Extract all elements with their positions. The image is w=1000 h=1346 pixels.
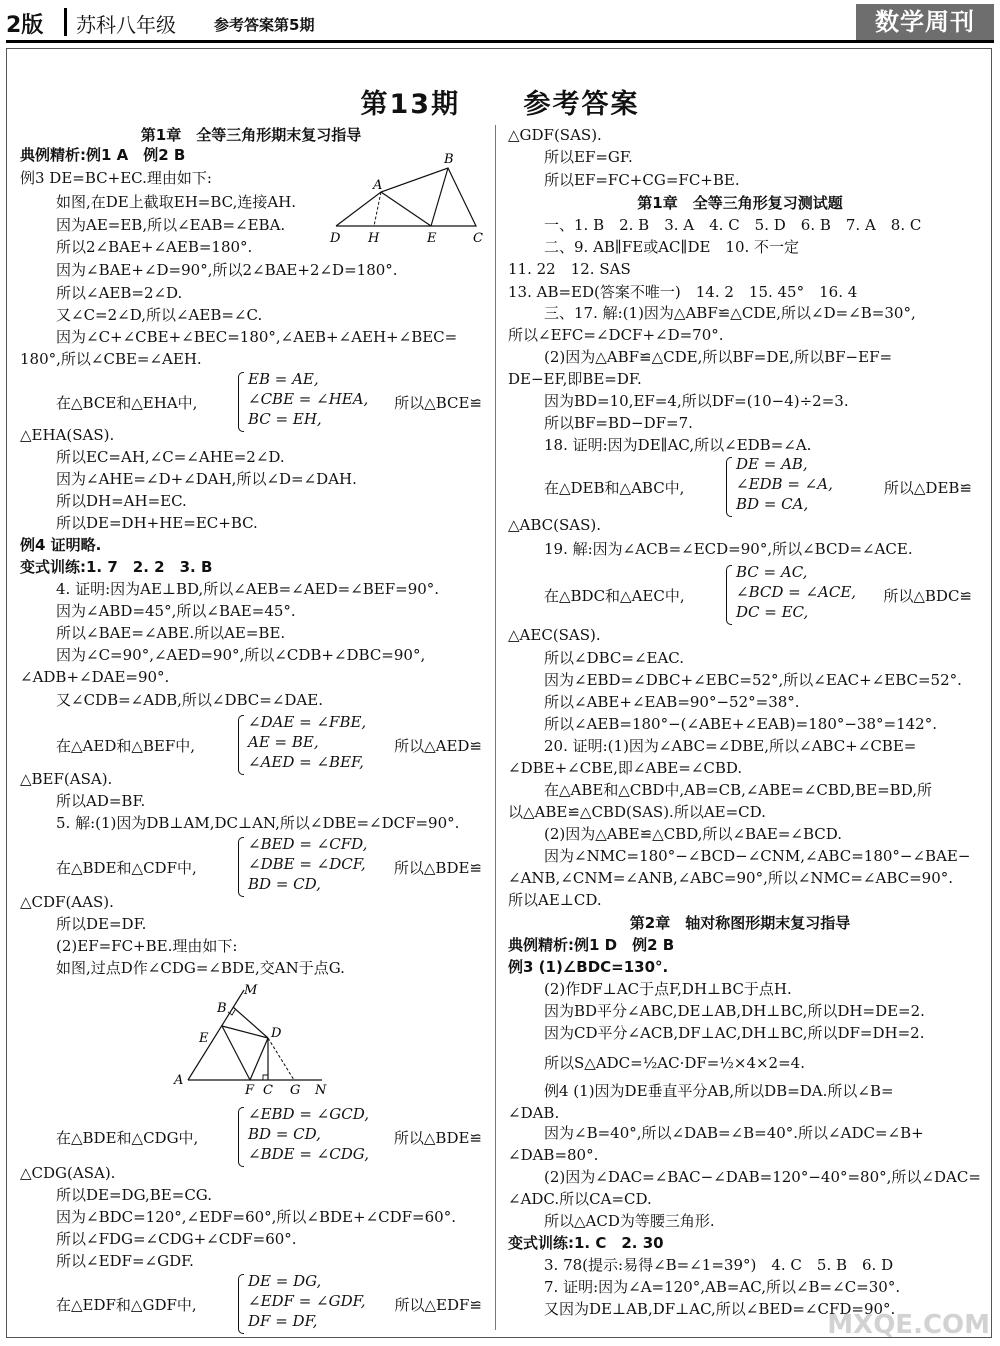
right-line: (2)因为△ABF≌△CDE,所以BF=DE,所以BF−EF=	[544, 348, 893, 366]
fig1-label-B: B	[444, 152, 454, 167]
brace	[726, 565, 732, 625]
right-line: 18. 证明:因为DE∥AC,所以∠EDB=∠A.	[544, 436, 812, 454]
equation-system	[508, 455, 972, 521]
fig1-label-H: H	[368, 231, 380, 246]
left-line: 例4 证明略.	[20, 536, 102, 554]
right-line: 11. 22 12. SAS	[508, 260, 631, 278]
system-conclusion: 所以△BDE≌	[393, 1129, 482, 1147]
right-line: ∠DBE+∠CBE,即∠ABE=∠CBD.	[508, 759, 743, 777]
right-line: 典例精析:例1 D 例2 B	[508, 936, 675, 954]
system-condition: ∠BDE = ∠CDG,	[248, 1145, 369, 1163]
brace	[238, 372, 244, 432]
left-line: 第1章 全等三角形期末复习指导	[140, 126, 362, 144]
left-line: 因为∠ABD=45°,所以∠BAE=45°.	[56, 602, 296, 620]
system-condition: DC = EC,	[736, 603, 809, 621]
system-condition: BD = CA,	[736, 495, 809, 513]
left-line: 因为AE=EB,所以∠EAB=∠EBA.	[56, 216, 286, 234]
system-intro: 在△BDE和△CDF中,	[56, 859, 197, 877]
right-line: 变式训练:1. C 2. 30	[508, 1234, 664, 1252]
equation-system	[20, 1272, 482, 1338]
equation-system	[508, 563, 972, 629]
left-line: 例3 DE=BC+EC.理由如下:	[20, 169, 212, 187]
right-line: (2)因为∠DAC=∠BAC−∠DAB=120°−40°=80°,所以∠DAC=	[544, 1168, 981, 1186]
left-line: 如图,过点D作∠CDG=∠BDE,交AN于点G.	[56, 959, 345, 977]
equation-system	[20, 370, 482, 436]
fig2-label-C: C	[263, 1083, 273, 1098]
right-line: 三、17. 解:(1)因为△ABF≌△CDE,所以∠D=∠B=30°,	[544, 304, 916, 322]
system-condition: DF = DF,	[248, 1312, 318, 1330]
system-condition: BD = CD,	[248, 875, 321, 893]
fig2-label-F: F	[245, 1083, 255, 1098]
fig2-label-B: B	[217, 1001, 227, 1016]
system-condition: ∠BCD = ∠ACE,	[736, 583, 857, 601]
left-line: 180°,所以∠CBE=∠AEH.	[20, 350, 202, 368]
system-conclusion: 所以△AED≌	[394, 737, 482, 755]
system-intro: 在△AED和△BEF中,	[56, 737, 196, 755]
right-line: 所以BF=BD−DF=7.	[544, 414, 693, 432]
left-line: 因为∠BAE+∠D=90°,所以2∠BAE+2∠D=180°.	[56, 261, 398, 279]
fig1-label-C: C	[473, 231, 483, 246]
system-conclusion: 所以△BDE≌	[393, 859, 482, 877]
left-line: 又∠CDB=∠ADB,所以∠DBC=∠DAE.	[56, 691, 323, 709]
right-line: 因为∠NMC=180°−∠BCD−∠CNM,∠ABC=180°−∠BAE−	[544, 847, 971, 865]
system-condition: ∠DBE = ∠DCF,	[248, 855, 366, 873]
right-line: 3. 78(提示:易得∠B=∠1=39°) 4. C 5. B 6. D	[544, 1256, 894, 1274]
right-line: 因为∠EBD=∠DBC+∠EBC=52°,所以∠EAC+∠EBC=52°.	[544, 671, 962, 689]
right-line: 以△ABE≌△CBD(SAS).所以AE=CD.	[508, 803, 766, 821]
right-line: ∠DAB=80°.	[508, 1146, 599, 1164]
right-line: △GDF(SAS).	[508, 126, 602, 144]
fig2-label-E: E	[199, 1031, 209, 1046]
system-conclusion: 所以△BDC≌	[883, 587, 972, 605]
left-line: 5. 解:(1)因为DB⊥AM,DC⊥AN,所以∠DBE=∠DCF=90°.	[56, 814, 460, 832]
header-subtitle: 参考答案第5期	[214, 16, 315, 34]
brace	[238, 1274, 244, 1334]
watermark: MXQE.COM	[827, 1310, 990, 1340]
left-line: 所以DE=DG,BE=CG.	[56, 1186, 213, 1204]
system-intro: 在△BCE和△EHA中,	[56, 394, 198, 412]
right-line: 因为∠B=40°,所以∠DAB=∠B=40°.所以∠ADC=∠B+	[544, 1124, 924, 1142]
right-line: 13. AB=ED(答案不唯一) 14. 2 15. 45° 16. 4	[508, 283, 858, 301]
equation-system	[20, 713, 482, 779]
right-line: 例3 (1)∠BDC=130°.	[508, 958, 669, 976]
left-line: 所以∠EDF=∠GDF.	[56, 1252, 194, 1270]
issue-title: 第13期	[360, 89, 461, 120]
fig1-label-D: D	[330, 231, 341, 246]
left-line: 因为∠AHE=∠D+∠DAH,所以∠D=∠DAH.	[56, 470, 357, 488]
left-line: 所以AD=BF.	[56, 792, 146, 810]
system-condition: ∠AED = ∠BEF,	[248, 753, 364, 771]
left-line: 所以EC=AH,∠C=∠AHE=2∠D.	[56, 448, 285, 466]
system-condition: ∠DAE = ∠FBE,	[248, 713, 367, 731]
right-line: 所以∠DBC=∠EAC.	[544, 649, 685, 667]
right-line: ∠ADC.所以CA=CD.	[508, 1190, 652, 1208]
system-intro: 在△BDE和△CDG中,	[56, 1129, 199, 1147]
left-line: (2)EF=FC+BE.理由如下:	[56, 937, 238, 955]
right-line: 19. 解:因为∠ACB=∠ECD=90°,所以∠BCD=∠ACE.	[544, 540, 913, 558]
right-line: 因为BD=10,EF=4,所以DF=(10−4)÷2=3.	[544, 392, 849, 410]
right-line: 第2章 轴对称图形期末复习指导	[629, 914, 851, 932]
system-condition: ∠EDF = ∠GDF,	[248, 1292, 366, 1310]
page-title	[0, 82, 1000, 121]
system-intro: 在△BDC和△AEC中,	[544, 587, 685, 605]
brace	[726, 457, 732, 517]
left-line: 所以DH=AH=EC.	[56, 492, 187, 510]
right-line: 所以∠ABE+∠EAB=90°−52°=38°.	[544, 693, 800, 711]
right-line: (2)作DF⊥AC于点F,DH⊥BC于点H.	[544, 980, 792, 998]
left-line: 变式训练:1. 7 2. 2 3. B	[20, 558, 213, 576]
equation-system	[20, 835, 482, 901]
right-line: DE−EF,即BE=DF.	[508, 370, 642, 388]
left-line: 所以∠FDG=∠CDG+∠CDF=60°.	[56, 1230, 297, 1248]
system-condition: AE = BE,	[248, 733, 319, 751]
right-line: 所以∠AEB=180°−(∠ABE+∠EAB)=180°−38°=142°.	[544, 715, 937, 733]
left-line: 又∠C=2∠D,所以∠AEB=∠C.	[56, 306, 263, 324]
right-line: 例4 (1)因为DE垂直平分AB,所以DB=DA.所以∠B=	[544, 1082, 894, 1100]
right-line: ∠ANB,∠CNM=∠ANB,∠ABC=90°,所以∠NMC=∠ABC=90°.	[508, 869, 954, 887]
left-line: 如图,在DE上截取EH=BC,连接AH.	[56, 193, 297, 211]
left-line: 所以2∠BAE+∠AEB=180°.	[56, 238, 253, 256]
right-line: 二、9. AB∥FE或AC∥DE 10. 不一定	[544, 238, 800, 256]
right-line: 所以S△ADC=½AC·DF=½×4×2=4.	[544, 1054, 805, 1072]
system-condition: BC = AC,	[736, 563, 808, 581]
right-line: (2)因为△ABE≌△CBD,所以∠BAE=∠BCD.	[544, 825, 843, 843]
system-condition: ∠CBE = ∠HEA,	[248, 390, 369, 408]
fig2-label-M: M	[244, 983, 258, 998]
fig2-label-N: N	[315, 1083, 327, 1098]
system-condition: BC = EH,	[248, 410, 322, 428]
left-line: 典例精析:例1 A 例2 B	[20, 146, 186, 164]
left-line: △EHA(SAS).	[20, 426, 115, 444]
right-line: 所以∠EFC=∠DCF+∠D=70°.	[508, 326, 724, 344]
right-line: 所以AE⊥CD.	[508, 891, 602, 909]
right-line: 又因为DE⊥AB,DF⊥AC,所以∠BED=∠CFD=90°.	[544, 1300, 896, 1318]
right-line: 因为CD平分∠ACB,DF⊥AC,DH⊥BC,所以DF=DH=2.	[544, 1024, 925, 1042]
left-line: △CDG(ASA).	[20, 1164, 116, 1182]
left-line: 所以∠AEB=2∠D.	[56, 284, 183, 302]
right-line: 所以△ACD为等腰三角形.	[544, 1212, 715, 1230]
equation-system	[20, 1105, 482, 1171]
brace	[238, 1107, 244, 1167]
left-line: 4. 证明:因为AE⊥BD,所以∠AEB=∠AED=∠BEF=90°.	[56, 580, 440, 598]
left-line: ∠ADB+∠DAE=90°.	[20, 668, 170, 686]
system-condition: BD = CD,	[248, 1125, 321, 1143]
system-condition: ∠BED = ∠CFD,	[248, 835, 368, 853]
page-header	[6, 6, 994, 43]
right-line: △AEC(SAS).	[508, 626, 601, 644]
left-line: 所以DE=DF.	[56, 915, 147, 933]
right-line: 在△ABE和△CBD中,AB=CB,∠ABE=∠CBD,BE=BD,所	[544, 781, 932, 799]
left-line: 所以DE=DH+HE=EC+BC.	[56, 514, 258, 532]
system-conclusion: 所以△BCE≌	[394, 394, 482, 412]
system-intro: 在△DEB和△ABC中,	[544, 479, 685, 497]
edition-label: 2版	[6, 13, 44, 38]
fig2-label-G: G	[290, 1083, 301, 1098]
fig1-label-E: E	[427, 231, 437, 246]
right-line: 所以EF=GF.	[544, 148, 633, 166]
brand-logo: 数学周刊	[856, 4, 994, 40]
figure-angle-mn	[170, 982, 340, 1100]
right-line: 一、1. B 2. B 3. A 4. C 5. D 6. B 7. A 8. C	[544, 216, 922, 234]
right-line: △ABC(SAS).	[508, 516, 602, 534]
figure-triangle-abc	[326, 150, 496, 250]
right-line: 20. 证明:(1)因为∠ABC=∠DBE,所以∠ABC+∠CBE=	[544, 737, 917, 755]
right-line: 7. 证明:因为∠A=120°,AB=AC,所以∠B=∠C=30°.	[544, 1278, 901, 1296]
right-line: 第1章 全等三角形复习测试题	[637, 194, 843, 212]
left-line: 因为∠C+∠CBE+∠BEC=180°,∠AEB+∠AEH+∠BEC=	[56, 328, 458, 346]
fig1-label-A: A	[373, 178, 383, 193]
right-line: 所以EF=FC+CG=FC+BE.	[544, 171, 740, 189]
fig2-label-D: D	[271, 1026, 282, 1041]
fig2-label-A: A	[174, 1073, 184, 1088]
system-condition: DE = AB,	[736, 455, 808, 473]
left-line: 因为∠BDC=120°,∠EDF=60°,所以∠BDE+∠CDF=60°.	[56, 1208, 456, 1226]
system-conclusion: 所以△EDF≌	[394, 1296, 482, 1314]
header-divider	[64, 8, 67, 36]
right-line: ∠DAB.	[508, 1104, 560, 1122]
column-divider	[495, 125, 496, 1330]
system-condition: EB = AE,	[248, 370, 319, 388]
system-condition: ∠EBD = ∠GCD,	[248, 1105, 369, 1123]
left-line: △BEF(ASA).	[20, 770, 113, 788]
left-line: 所以∠BAE=∠ABE.所以AE=BE.	[56, 624, 286, 642]
grade-label: 苏科八年级	[76, 13, 176, 37]
brace	[238, 837, 244, 897]
system-intro: 在△EDF和△GDF中,	[56, 1296, 197, 1314]
left-line: △CDF(AAS).	[20, 893, 114, 911]
system-condition: DE = DG,	[248, 1272, 322, 1290]
right-line: 因为BD平分∠ABC,DE⊥AB,DH⊥BC,所以DH=DE=2.	[544, 1002, 925, 1020]
brace	[238, 715, 244, 775]
left-line: 因为∠C=90°,∠AED=90°,所以∠CDB+∠DBC=90°,	[56, 646, 426, 664]
system-conclusion: 所以△DEB≌	[883, 479, 972, 497]
system-condition: ∠EDB = ∠A,	[736, 475, 833, 493]
answers-title: 参考答案	[523, 89, 640, 120]
